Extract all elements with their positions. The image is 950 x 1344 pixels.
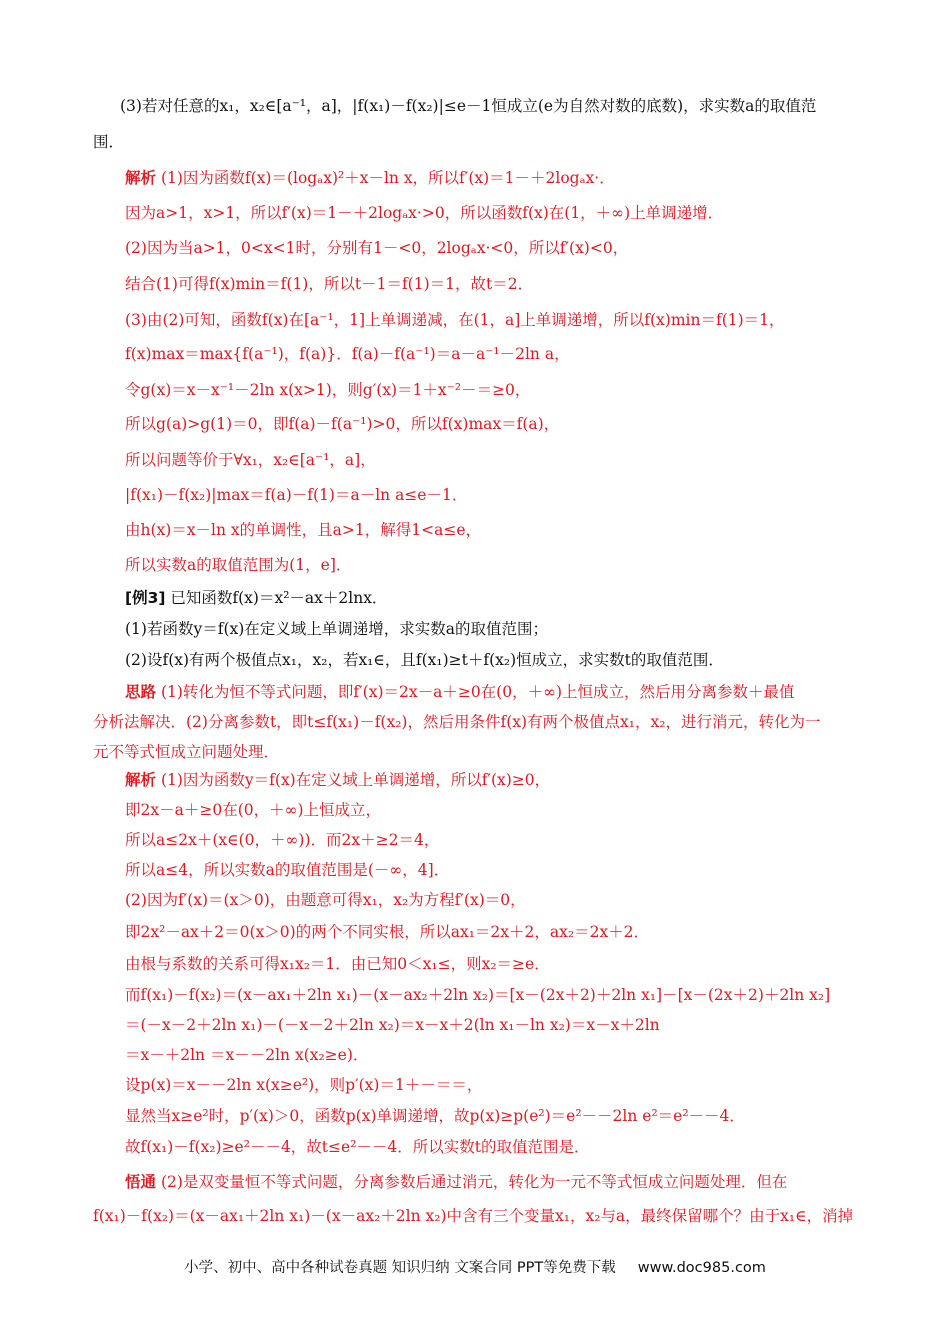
line-text: 因为a>1，x>1，所以f′(x)＝1－＋2logₐx·>0，所以函数f(x)在(1，＋∞)上单调递增． [125, 204, 724, 222]
line-text: ＝(－x－2＋2ln x₁)－(－x－2＋2ln x₂)＝x－x＋2(ln x₁－ln x₂)＝x－x＋2ln [125, 1016, 660, 1034]
line-text: (3)由(2)可知，函数f(x)在[a⁻¹，1]上单调递减，在(1，a]上单调递增，所以f(x)min＝f(1)＝1， [125, 311, 785, 329]
line-text: (3)若对任意的x₁，x₂∈[a⁻¹，a]，|f(x₁)－f(x₂)|≤e－1恒成立(e为自然对数的底数)，求实数a的取值范 [120, 97, 817, 115]
line-text: |f(x₁)－f(x₂)|max＝f(a)－f(1)＝a－ln a≤e－1． [125, 486, 468, 504]
line-text: 围． [93, 133, 125, 151]
text-line [125, 890, 526, 910]
line-text: 元不等式恒成立问题处理． [93, 743, 280, 761]
line-text: 令g(x)＝x－x⁻¹－2ln x(x>1)，则g′(x)＝1＋x⁻²－＝≥0， [125, 381, 531, 399]
line-text: (1)若函数y＝f(x)在定义域上单调递增，求实数a的取值范围； [125, 620, 549, 638]
line-text: 设p(x)＝x－－2ln x(x≥e²)，则p′(x)＝1＋－＝＝， [125, 1076, 483, 1094]
line-text: 由h(x)＝x－ln x的单调性，且a>1，解得1<a≤e， [125, 521, 482, 539]
line-text: (2)是双变量恒不等式问题，分离参数后通过消元，转化为一元不等式恒成立问题处理．但在 [156, 1173, 788, 1191]
line-text: ＝x－＋2ln ＝x－－2ln x(x₂≥e)． [125, 1046, 369, 1064]
text-line [125, 450, 376, 470]
line-text: (1)因为函数f(x)＝(logₐx)²＋x－ln x，所以f′(x)＝1－＋2logₐx·． [156, 169, 615, 187]
text-line [125, 203, 723, 223]
line-text: 结合(1)可得f(x)min＝f(1)，所以t－1＝f(1)＝1，故t＝2． [125, 275, 534, 293]
line-text: 所以实数a的取值范围为(1，e]． [125, 556, 352, 574]
text-line [125, 168, 615, 188]
line-text: (1)转化为恒不等式问题，即f′(x)＝2x－a＋≥0在(0，＋∞)上恒成立，然后用分离参数＋最值 [156, 683, 795, 701]
section-label: 解析 [125, 771, 157, 789]
line-text: 所以问题等价于∀x₁，x₂∈[a⁻¹，a]， [125, 451, 376, 469]
text-line [93, 1206, 853, 1226]
text-line [125, 800, 381, 820]
text-line [125, 1172, 787, 1192]
text-line [125, 1045, 368, 1065]
text-line [93, 742, 279, 762]
line-text: (2)因为当a>1，0<x<1时，分别有1－<0，2logₐx·<0，所以f′(x)<0， [125, 239, 629, 257]
line-text: f(x₁)－f(x₂)＝(x－ax₁＋2ln x₁)－(x－ax₂＋2ln x₂)中含有三个变量x₁，x₂与a，最终保留哪个？由于x₁∈，消掉 [93, 1207, 854, 1225]
line-text: 已知函数f(x)＝x²－ax＋2lnx． [165, 589, 388, 607]
footer-site-link[interactable]: www.doc985.com [637, 1260, 766, 1276]
footer-text: 小学、初中、高中各种试卷真题 知识归纳 文案合同 PPT等免费下载 [184, 1260, 616, 1276]
text-line [125, 238, 628, 258]
line-text: 所以a≤4，所以实数a的取值范围是(－∞，4]． [125, 861, 450, 879]
line-text: 所以a≤2x＋(x∈(0，＋∞))．而2x＋≥2＝4， [125, 831, 440, 849]
page-footer [0, 1256, 950, 1277]
text-line [125, 380, 530, 400]
text-line [125, 954, 550, 974]
line-text: 显然当x≥e²时，p′(x)＞0，函数p(x)单调递增，故p(x)≥p(e²)＝e²－－2ln e²＝e²－－4． [125, 1107, 745, 1125]
text-line [93, 132, 124, 152]
text-line [125, 1137, 590, 1157]
line-text: f(x)max＝max{f(a⁻¹)，f(a)}．f(a)－f(a⁻¹)＝a－a⁻¹－2ln a， [125, 345, 570, 363]
line-text: 即2x－a＋≥0在(0，＋∞)上恒成立， [125, 801, 382, 819]
text-line [125, 520, 481, 540]
text-line [125, 588, 387, 608]
section-label: 悟通 [125, 1173, 157, 1191]
line-text: (2)设f(x)有两个极值点x₁，x₂，若x₁∈，且f(x₁)≥t＋f(x₂)恒成立，求实数t的取值范围． [125, 651, 724, 669]
line-text: (2)因为f′(x)＝(x＞0)，由题意可得x₁，x₂为方程f′(x)＝0， [125, 891, 526, 909]
text-line [125, 682, 795, 702]
line-text: 由根与系数的关系可得x₁x₂＝1．由已知0＜x₁≤，则x₂＝≥e． [125, 955, 550, 973]
text-line [125, 619, 548, 639]
text-line [125, 414, 559, 434]
text-line [93, 712, 820, 732]
text-line [125, 985, 830, 1005]
text-line [125, 1106, 745, 1126]
text-line [125, 310, 785, 330]
text-line [125, 922, 649, 942]
text-line [125, 274, 533, 294]
line-text: 而f(x₁)－f(x₂)＝(x－ax₁＋2ln x₁)－(x－ax₂＋2ln x₂)＝[x－(2x＋2)＋2ln x₁]－[x－(2x＋2)＋2ln x₂] [125, 986, 831, 1004]
line-text: 即2x²－ax＋2＝0(x＞0)的两个不同实根，所以ax₁＝2x＋2，ax₂＝2x＋2． [125, 923, 650, 941]
text-line [125, 1075, 482, 1095]
text-line [125, 860, 449, 880]
section-label: 思路 [125, 683, 157, 701]
text-line [125, 830, 439, 850]
text-line [120, 96, 816, 116]
text-line [125, 770, 550, 790]
section-label: [例3] [125, 589, 166, 607]
text-line [125, 555, 351, 575]
line-text: 故f(x₁)－f(x₂)≥e²－－4，故t≤e²－－4．所以实数t的取值范围是． [125, 1138, 590, 1156]
line-text: (1)因为函数y＝f(x)在定义域上单调递增，所以f′(x)≥0， [156, 771, 551, 789]
line-text: 所以g(a)>g(1)＝0，即f(a)－f(a⁻¹)>0，所以f(x)max＝f(a)， [125, 415, 560, 433]
section-label: 解析 [125, 169, 157, 187]
text-line [125, 344, 570, 364]
line-text: 分析法解决．(2)分离参数t，即t≤f(x₁)－f(x₂)，然后用条件f(x)有两个极值点x₁，x₂，进行消元，转化为一 [93, 713, 821, 731]
text-line [125, 485, 467, 505]
text-line [125, 650, 724, 670]
text-line [125, 1015, 660, 1035]
